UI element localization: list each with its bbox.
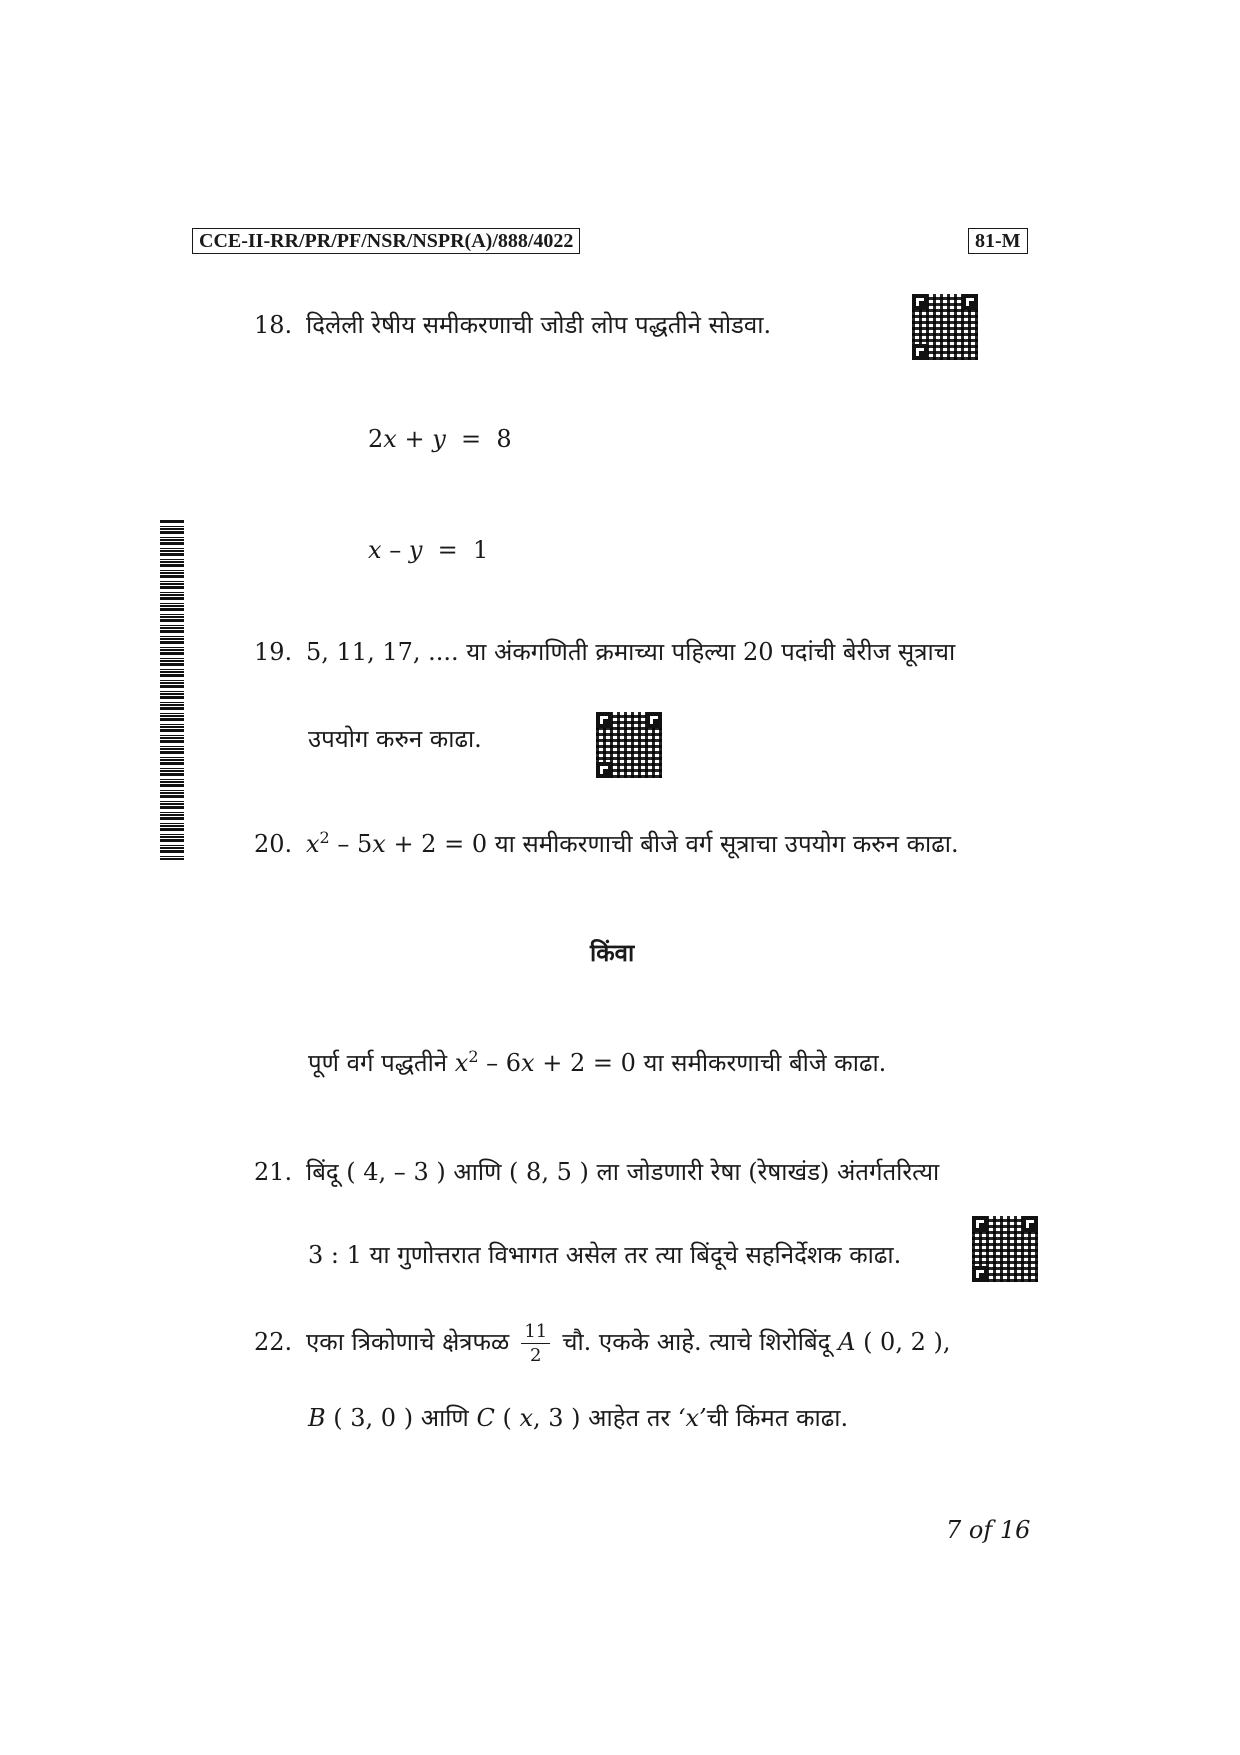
vertex-c: C [476, 1404, 495, 1432]
question-21-line2: 3 : 1 या गुणोत्तरात विभागत असेल तर त्या बिंदूचे सहनिर्देशक काढा. [308, 1241, 902, 1269]
question-22 [254, 1318, 950, 1366]
vertex-b-coords: ( 3, 0 ) आणि [333, 1404, 469, 1432]
page-number: 7 of 16 [946, 1516, 1031, 1544]
q20alt-expr-a: – 6 [478, 1049, 522, 1077]
q20-expr-a: – 5 [329, 830, 373, 858]
eq1-var-y: y [432, 425, 446, 453]
eq1-var-x: x [383, 425, 397, 453]
barcode-image [160, 520, 184, 860]
q22-fraction [521, 1322, 550, 1366]
vertex-c-var: x [519, 1404, 534, 1432]
question-text-line1: बिंदू ( 4, – 3 ) आणि ( 8, 5 ) ला जोडणारी रेषा (रेषाखंड) अंतर्गतरित्या [306, 1158, 940, 1186]
question-number: 21. [254, 1158, 293, 1186]
vertex-c-open: ( [502, 1404, 512, 1432]
q20-var: x [306, 830, 320, 858]
question-18 [254, 310, 771, 340]
vertex-a: A [838, 1328, 856, 1356]
q20alt-expr-b: + 2 = 0 [534, 1049, 636, 1077]
eq1-op: + [404, 425, 425, 453]
eq2-equals: = [437, 536, 458, 564]
question-21 [254, 1157, 939, 1187]
question-19-line2: उपयोग करुन काढा. [308, 725, 482, 753]
question-number: 22. [254, 1328, 293, 1356]
quoted-var: ‘x’ [677, 1404, 707, 1432]
equation-1 [368, 424, 512, 454]
q20-expr-b: + 2 = 0 [385, 830, 488, 858]
paper-code: CCE-II-RR/PR/PF/NSR/NSPR(A)/888/4022 [192, 228, 580, 254]
q22-text-c: ची किंमत काढा. [706, 1404, 849, 1432]
question-text: दिलेली रेषीय समीकरणाची जोडी लोप पद्धतीने सोडवा. [306, 311, 772, 339]
q20-var-2: x [372, 830, 386, 858]
q20alt-var: x [454, 1049, 469, 1077]
q22-text-b: चौ. एकके आहे. त्याचे शिरोबिंदू [562, 1328, 831, 1356]
q20alt-var-2: x [521, 1049, 535, 1077]
question-number: 20. [254, 830, 293, 858]
qr-code-q19 [596, 712, 662, 778]
question-20-alternative [308, 1048, 886, 1078]
vertex-b: B [308, 1404, 326, 1432]
vertex-a-coords: ( 0, 2 ), [863, 1328, 951, 1356]
eq1-equals: = [461, 425, 482, 453]
question-number: 19. [254, 638, 293, 666]
vertex-c-close: , 3 ) आहेत तर [533, 1404, 671, 1432]
question-text: या समीकरणाची बीजे काढा. [635, 1049, 887, 1077]
qr-code-q21 [972, 1216, 1038, 1282]
q20alt-prefix: पूर्ण वर्ग पद्धतीने [308, 1049, 455, 1077]
question-text: या समीकरणाची बीजे वर्ग सूत्राचा उपयोग करुन काढा. [487, 830, 959, 858]
qr-code-q18 [912, 294, 978, 360]
q20alt-exponent: 2 [468, 1047, 479, 1066]
question-19 [254, 637, 955, 667]
eq1-coef: 2 [368, 425, 384, 453]
question-text-line1: 5, 11, 17, .... या अंकगणिती क्रमाच्या पहिल्या 20 पदांची बेरीज सूत्राचा [306, 638, 956, 666]
question-number: 18. [254, 311, 293, 339]
eq2-var-x: x [368, 536, 382, 564]
or-label: किंवा [590, 938, 635, 967]
question-20 [254, 829, 959, 859]
eq2-op: – [389, 536, 402, 564]
equation-2 [368, 535, 488, 565]
eq2-var-y: y [408, 536, 423, 564]
eq2-rhs: 1 [473, 536, 489, 564]
q20-exponent: 2 [319, 828, 330, 847]
fraction-denominator: 2 [530, 1344, 542, 1366]
subject-code: 81-M [968, 228, 1028, 254]
fraction-numerator: 11 [521, 1322, 550, 1344]
question-22-line2 [308, 1403, 848, 1433]
q22-text-a: एका त्रिकोणाचे क्षेत्रफळ [306, 1328, 510, 1356]
eq1-rhs: 8 [496, 425, 512, 453]
